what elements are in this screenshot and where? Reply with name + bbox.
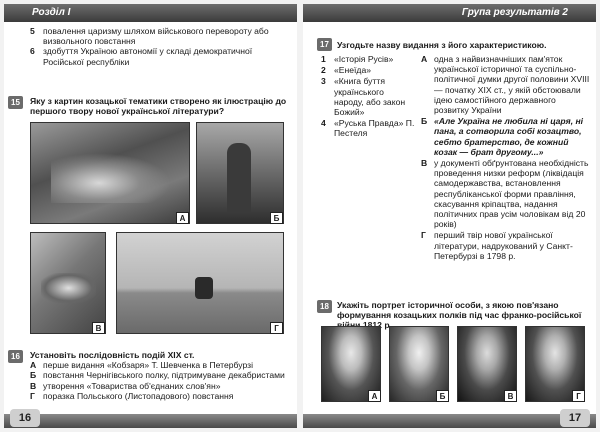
question-18-text: Укажіть портрет історичної особи, з якою пов'язано формування козацьких полків під час франко-російської	[337, 300, 582, 321]
list-item: 2 «Енеїда»	[321, 65, 371, 76]
q17-left-column	[321, 54, 415, 140]
portrait-label-v: В	[504, 390, 517, 402]
list-item: 3 «Книга буття українського народу, або закон Божий»	[321, 76, 406, 118]
left-page	[4, 4, 297, 428]
question-16-text: Установіть послідовність подій ХІХ ст.	[30, 350, 195, 360]
label-a: А	[176, 212, 189, 224]
list-item: А одна з найвизначніших пам'яток української історичної та суспільно-політичної думки другої половини XVIII — початку ХІХ ст., у якій обстоювали ідею самостійного державного розвитку України	[421, 54, 590, 116]
list-item: В у документі обґрунтована необхідність проведення низки реформ (ліквідація самодержавства, встановлення республіканської форми правління, скасування кріпацтва, надання політичних прав усім чоловікам від 20 років)	[421, 158, 589, 230]
left-page-number: 16	[10, 409, 40, 427]
right-header-title: Група результатів 2	[461, 7, 568, 18]
portrait-label-a: А	[368, 390, 381, 402]
top-items	[30, 26, 290, 67]
question-17-number: 17	[317, 38, 332, 51]
question-16	[30, 350, 294, 401]
left-footer-band	[4, 414, 297, 428]
label-b: Б	[270, 212, 283, 224]
label-v: В	[92, 322, 105, 334]
portrait-label-b: Б	[436, 390, 449, 402]
list-item: А перше видання «Кобзаря» Т. Шевченка в Петербурзі	[30, 360, 253, 371]
list-item: В утворення «Товариства об'єднаних слов'ян»	[30, 380, 221, 391]
list-item: 6 здобуття Україною автономії у складі демократичної Російської республіки	[30, 46, 253, 67]
list-item: Б повстання Чернігівського полку, підтримуване декабристами	[30, 370, 285, 381]
right-page	[303, 4, 596, 428]
left-header-band	[4, 4, 297, 22]
list-item: Г поразка Польського (Листопадового) повстання	[30, 390, 234, 401]
list-item: Б «Але Україна не любила ні царя, ні пана, а сотворила собі козацтво, себто братерство, де кожний козак — брат другому...»	[421, 116, 584, 157]
right-page-number: 17	[560, 409, 590, 427]
question-16-number: 16	[8, 350, 23, 363]
right-footer-band	[303, 414, 596, 428]
painting-a	[30, 122, 190, 224]
painting-v	[30, 232, 106, 334]
painting-b	[196, 122, 284, 224]
question-18-number: 18	[317, 300, 332, 313]
portrait-label-g: Г	[572, 390, 585, 402]
list-item: 1 «Історія Русів»	[321, 54, 394, 64]
painting-g	[116, 232, 284, 334]
list-item: 4 «Руська Правда» П. Пестеля	[321, 118, 415, 139]
list-item: Г перший твір нової української літератури, надрукований у Санкт-Петербурзі в 1798 р.	[421, 230, 573, 261]
question-15-number: 15	[8, 96, 23, 109]
question-17-text: Узгодьте назву видання з його характеристикою.	[337, 40, 547, 50]
q17-right-column	[421, 54, 591, 262]
left-header-title: Розділ І	[32, 7, 71, 18]
question-15-text: Яку з картин козацької тематики створено як ілюстрацію до першого твору нової української літератури?	[30, 96, 287, 117]
right-header-band	[303, 4, 596, 22]
list-item: 5 повалення царизму шляхом військового перевороту або визвольного повстання	[30, 26, 269, 47]
label-g: Г	[270, 322, 283, 334]
